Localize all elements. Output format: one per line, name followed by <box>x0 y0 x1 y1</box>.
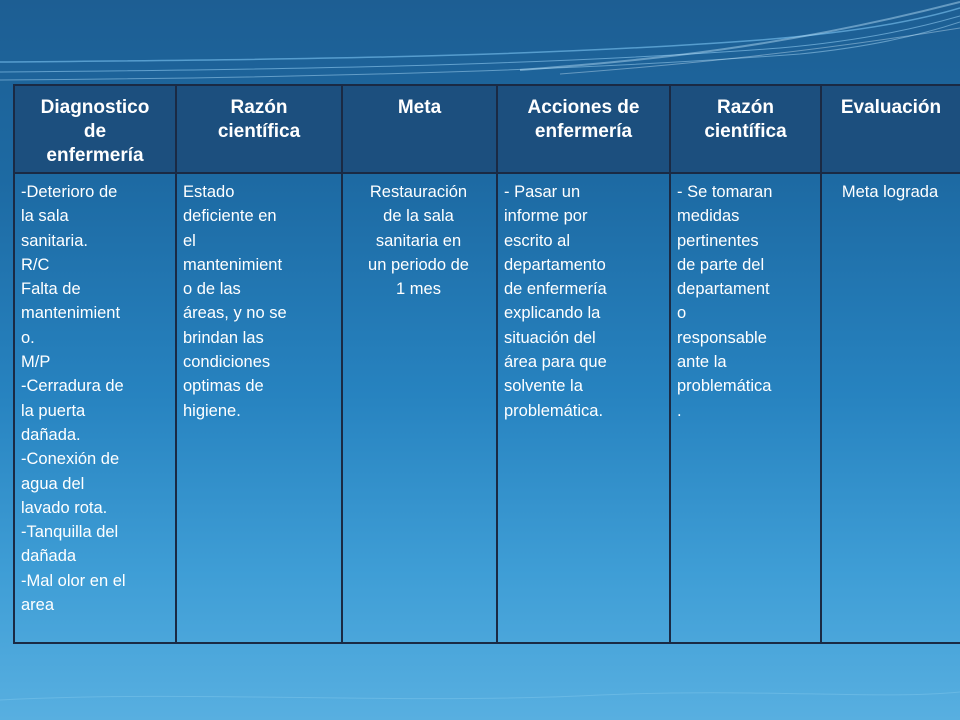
cell-text: R/C <box>21 255 50 274</box>
cell-text: de la sala <box>383 207 454 226</box>
cell-text: áreas, y no se <box>183 304 287 323</box>
cell-text: de enfermería <box>504 280 607 299</box>
header-razon-cientifica <box>176 85 342 173</box>
cell-text: dañada. <box>21 425 81 444</box>
header-diagnostico <box>14 85 176 173</box>
cell-text: explicando la <box>504 304 601 323</box>
cell-text: agua del <box>21 474 85 493</box>
cell-text: -Deterioro de <box>21 183 118 201</box>
cell-text: - Pasar un <box>504 183 581 201</box>
cell-meta <box>342 173 497 643</box>
cell-text: mantenimient <box>21 304 121 323</box>
cell-text: . <box>677 401 682 420</box>
cell-text: dañada <box>21 547 77 566</box>
cell-diagnostico <box>14 173 176 643</box>
cell-text: area <box>21 596 55 615</box>
cell-text: de parte del <box>677 255 765 274</box>
cell-text: departamento <box>504 255 606 274</box>
cell-text: - Se tomaran <box>677 183 773 201</box>
cell-text: -Cerradura de <box>21 377 124 396</box>
cell-text: un periodo de <box>368 255 469 274</box>
header-acciones <box>497 85 670 173</box>
cell-text: escrito al <box>504 231 571 250</box>
cell-text: medidas <box>677 207 740 226</box>
cell-text: solvente la <box>504 377 583 396</box>
cell-text: el <box>183 231 196 250</box>
cell-text: Meta lograda <box>841 183 939 201</box>
header-text: enfermería <box>534 121 633 142</box>
cell-text: mantenimient <box>183 255 283 274</box>
cell-text: lavado rota. <box>21 498 108 517</box>
cell-text: higiene. <box>183 401 241 420</box>
cell-text: ante la <box>677 353 727 372</box>
header-text: científica <box>704 121 787 142</box>
cell-text: -Tanquilla del <box>21 523 119 542</box>
cell-text: Estado <box>183 183 235 201</box>
cell-text: Falta de <box>21 280 81 299</box>
header-meta <box>342 85 497 173</box>
cell-text: condiciones <box>183 353 271 372</box>
cell-razon-cientifica <box>176 173 342 643</box>
cell-text: deficiente en <box>183 207 277 226</box>
cell-text: sanitaria en <box>375 231 462 250</box>
table-header-row <box>14 85 960 173</box>
header-text: de <box>83 121 107 142</box>
cell-text: optimas de <box>183 377 264 396</box>
header-text: Evaluación <box>840 97 942 118</box>
cell-text: la puerta <box>21 401 86 420</box>
cell-text: responsable <box>677 328 767 347</box>
cell-text: -Mal olor en el <box>21 571 126 590</box>
cell-text: M/P <box>21 353 51 372</box>
cell-text: -Conexión de <box>21 450 120 469</box>
cell-text: sanitaria. <box>21 231 88 250</box>
cell-text: departament <box>677 280 770 299</box>
cell-text: 1 mes <box>396 280 441 299</box>
cell-text: o de las <box>183 280 241 299</box>
header-text: Acciones de <box>527 97 640 118</box>
cell-text: brindan las <box>183 328 264 347</box>
cell-acciones <box>497 173 670 643</box>
cell-text: informe por <box>504 207 588 226</box>
header-text: Razón <box>717 97 774 118</box>
header-text: Meta <box>397 97 442 118</box>
cell-text: situación del <box>504 328 596 347</box>
header-text: enfermería <box>46 145 144 166</box>
cell-text: o. <box>21 328 35 347</box>
header-text: Razón <box>230 97 288 118</box>
header-text: científica <box>217 121 301 142</box>
cell-text: o <box>677 304 687 323</box>
header-text: Diagnostico <box>40 97 150 118</box>
cell-text: pertinentes <box>677 231 759 250</box>
cell-text: problemática. <box>504 401 604 420</box>
table-row <box>14 173 960 643</box>
header-razon-cientifica-2 <box>670 85 821 173</box>
nursing-care-plan-table <box>13 84 960 644</box>
cell-text: problemática <box>677 377 772 396</box>
cell-razon-cientifica-2 <box>670 173 821 643</box>
cell-text: Restauración <box>369 183 468 201</box>
header-evaluacion <box>821 85 960 173</box>
cell-text: área para que <box>504 353 607 372</box>
cell-text: la sala <box>21 207 69 226</box>
cell-evaluacion <box>821 173 960 643</box>
